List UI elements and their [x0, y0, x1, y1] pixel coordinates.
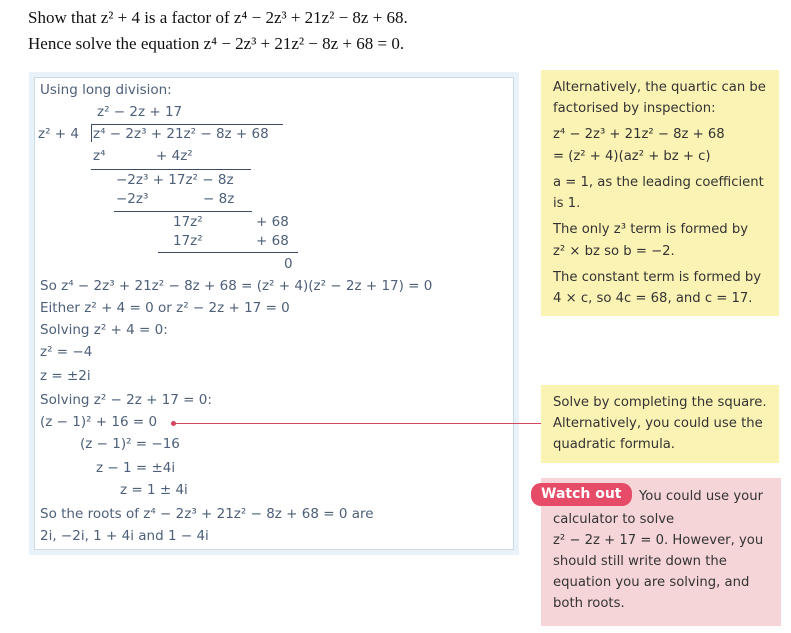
note-completing-square: [541, 385, 779, 463]
watch-out-line: You could use your: [639, 489, 764, 504]
note-line: The constant term is formed by: [553, 270, 762, 285]
watch-out-line: equation you are solving, and: [553, 575, 750, 590]
note-line: factorised by inspection:: [553, 101, 716, 116]
subtract-line-3b: + 68: [256, 233, 289, 249]
connector-line: [175, 423, 541, 424]
subtract-line-1a: z⁴: [93, 148, 106, 164]
note-line: a = 1, as the leading coefficient: [553, 175, 764, 190]
subtract-line-3a: 17z²: [173, 233, 203, 249]
watch-out-line: both roots.: [553, 596, 625, 611]
note-factorise-by-inspection: [541, 70, 779, 316]
working-heading: Using long division:: [40, 82, 172, 98]
zero-remainder: 0: [284, 256, 293, 272]
watch-out-box: [541, 478, 781, 626]
working-line: z = ±2i: [40, 368, 91, 384]
working-line: Solving z² − 2z + 17 = 0:: [40, 392, 212, 408]
question-line-2: Hence solve the equation z⁴ − 2z³ + 21z² − 8z + 68 = 0.: [28, 34, 405, 53]
working-line: So z⁴ − 2z³ + 21z² − 8z + 68 = (z² + 4)(z² − 2z + 17) = 0: [40, 278, 433, 294]
working-line: z² = −4: [40, 344, 93, 360]
watch-out-badge: Watch out: [531, 483, 632, 506]
rule-2: [114, 211, 252, 212]
question-line-1: Show that z² + 4 is a factor of z⁴ − 2z³ + 21z² − 8z + 68.: [28, 8, 408, 27]
quotient: z² − 2z + 17: [97, 104, 183, 120]
working-line: (z − 1)² + 16 = 0: [40, 414, 158, 430]
remainder-1: −2z³ + 17z² − 8z: [116, 172, 234, 188]
watch-out-line: z² − 2z + 17 = 0. However, you: [553, 533, 764, 548]
note-line: 4 × c, so 4c = 68, and c = 17.: [553, 291, 753, 306]
subtract-line-2b: − 8z: [203, 191, 235, 207]
note-line: The only z³ term is formed by: [553, 222, 749, 237]
note-line: Alternatively, you could use the: [553, 416, 763, 431]
remainder-2b: + 68: [256, 214, 289, 230]
note-line: z² × bz so b = −2.: [553, 244, 675, 259]
note-line: quadratic formula.: [553, 437, 676, 452]
note-line: = (z² + 4)(az² + bz + c): [553, 149, 711, 164]
working-line: z − 1 = ±4i: [96, 460, 176, 476]
note-line: Alternatively, the quartic can be: [553, 80, 766, 95]
note-line: is 1.: [553, 196, 581, 211]
working-line: (z − 1)² = −16: [80, 436, 180, 452]
dividend: z⁴ − 2z³ + 21z² − 8z + 68: [93, 126, 269, 142]
rule-1: [91, 169, 251, 170]
working-line: z = 1 ± 4i: [120, 482, 188, 498]
rule-3: [158, 252, 298, 253]
connector-dot: [171, 421, 176, 426]
division-bar: [91, 124, 283, 125]
working-line: Either z² + 4 = 0 or z² − 2z + 17 = 0: [40, 300, 290, 316]
subtract-line-2a: −2z³: [116, 191, 149, 207]
note-line: z⁴ − 2z³ + 21z² − 8z + 68: [553, 127, 725, 142]
working-line: 2i, −2i, 1 + 4i and 1 − 4i: [40, 528, 209, 544]
working-line: So the roots of z⁴ − 2z³ + 21z² − 8z + 68 = 0 are: [40, 506, 374, 522]
division-bracket: [91, 124, 92, 142]
working-line: Solving z² + 4 = 0:: [40, 322, 168, 338]
watch-out-line: calculator to solve: [553, 512, 675, 527]
remainder-2a: 17z²: [173, 214, 203, 230]
subtract-line-1b: + 4z²: [156, 148, 193, 164]
divisor: z² + 4: [38, 126, 79, 142]
watch-out-line: should still write down the: [553, 554, 727, 569]
note-line: Solve by completing the square.: [553, 395, 767, 410]
